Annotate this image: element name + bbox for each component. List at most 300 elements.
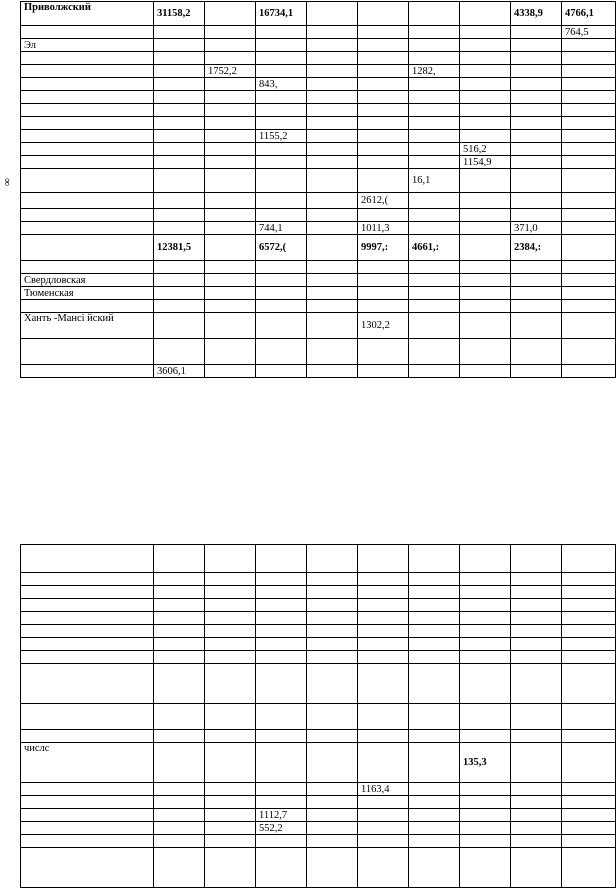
value-cell <box>154 78 205 91</box>
table-row <box>21 796 616 809</box>
row-label-cell <box>21 209 154 222</box>
value-cell <box>358 638 409 651</box>
value-cell <box>256 796 307 809</box>
value-cell <box>154 209 205 222</box>
row-label-cell <box>21 730 154 743</box>
value-cell: 1302,2 <box>358 313 409 339</box>
table-row <box>21 783 616 796</box>
table-row <box>21 209 616 222</box>
value-cell <box>205 783 256 796</box>
value-cell <box>307 835 358 848</box>
value-cell <box>460 52 511 65</box>
value-cell <box>562 586 616 599</box>
value-cell <box>409 130 460 143</box>
value-cell <box>307 274 358 287</box>
value-cell <box>460 651 511 664</box>
value-cell <box>511 664 562 704</box>
value-cell <box>154 26 205 39</box>
value-cell <box>409 612 460 625</box>
row-label-cell: Свердловская <box>21 274 154 287</box>
value-cell <box>154 835 205 848</box>
value-cell <box>511 783 562 796</box>
value-cell <box>562 835 616 848</box>
value-cell <box>358 261 409 274</box>
value-cell <box>409 261 460 274</box>
value-cell <box>256 52 307 65</box>
value-cell <box>205 625 256 638</box>
value-cell <box>307 586 358 599</box>
value-cell <box>460 65 511 78</box>
value-cell <box>562 300 616 313</box>
value-cell <box>358 39 409 52</box>
value-cell <box>511 143 562 156</box>
value-cell <box>256 26 307 39</box>
table-row <box>21 638 616 651</box>
value-cell <box>358 287 409 300</box>
value-cell <box>154 130 205 143</box>
value-cell <box>307 730 358 743</box>
value-cell <box>562 339 616 365</box>
value-cell <box>358 586 409 599</box>
value-cell <box>205 664 256 704</box>
value-cell <box>460 91 511 104</box>
row-label-cell <box>21 704 154 730</box>
value-cell <box>511 169 562 193</box>
value-cell <box>154 704 205 730</box>
value-cell <box>409 664 460 704</box>
value-cell: 16734,1 <box>256 2 307 26</box>
value-cell <box>205 193 256 209</box>
value-cell <box>358 848 409 888</box>
table-row <box>21 573 616 586</box>
row-label-cell <box>21 651 154 664</box>
value-cell <box>409 193 460 209</box>
row-label-cell <box>21 169 154 193</box>
value-cell <box>409 704 460 730</box>
row-label-cell: Приволжский <box>21 2 154 26</box>
value-cell <box>205 730 256 743</box>
value-cell <box>205 91 256 104</box>
value-cell <box>409 730 460 743</box>
value-cell <box>409 599 460 612</box>
value-cell <box>307 130 358 143</box>
value-cell <box>256 91 307 104</box>
value-cell <box>511 822 562 835</box>
value-cell <box>409 52 460 65</box>
value-cell <box>256 300 307 313</box>
row-label-cell <box>21 156 154 169</box>
value-cell <box>307 822 358 835</box>
value-cell: 371,0 <box>511 222 562 235</box>
value-cell <box>307 664 358 704</box>
value-cell <box>511 796 562 809</box>
value-cell <box>460 235 511 261</box>
value-cell <box>562 625 616 638</box>
value-cell <box>460 796 511 809</box>
value-cell <box>562 599 616 612</box>
table-row <box>21 730 616 743</box>
value-cell <box>154 573 205 586</box>
value-cell <box>256 117 307 130</box>
value-cell <box>409 2 460 26</box>
value-cell <box>511 193 562 209</box>
row-label-cell: Ханть -Мансі йский <box>21 313 154 339</box>
value-cell: 1112,7 <box>256 809 307 822</box>
value-cell <box>358 664 409 704</box>
value-cell <box>154 91 205 104</box>
value-cell <box>358 156 409 169</box>
row-label-cell <box>21 339 154 365</box>
row-label-cell <box>21 261 154 274</box>
value-cell <box>154 261 205 274</box>
value-cell <box>409 545 460 573</box>
value-cell <box>460 169 511 193</box>
value-cell: 516,2 <box>460 143 511 156</box>
value-cell <box>154 743 205 783</box>
value-cell <box>154 545 205 573</box>
table-row <box>21 835 616 848</box>
value-cell <box>409 796 460 809</box>
value-cell: 1752,2 <box>205 65 256 78</box>
value-cell <box>409 222 460 235</box>
value-cell <box>511 835 562 848</box>
value-cell <box>154 287 205 300</box>
table-row <box>21 78 616 91</box>
value-cell <box>307 235 358 261</box>
value-cell <box>409 586 460 599</box>
table-row <box>21 599 616 612</box>
value-cell: 4661,: <box>409 235 460 261</box>
value-cell <box>205 169 256 193</box>
table-row <box>21 612 616 625</box>
value-cell: 16,1 <box>409 169 460 193</box>
value-cell <box>358 339 409 365</box>
value-cell <box>256 274 307 287</box>
value-cell <box>154 193 205 209</box>
row-label-cell <box>21 222 154 235</box>
table-row <box>21 104 616 117</box>
value-cell <box>154 651 205 664</box>
value-cell <box>154 796 205 809</box>
value-cell <box>562 743 616 783</box>
table-row <box>21 261 616 274</box>
value-cell <box>256 143 307 156</box>
value-cell <box>511 39 562 52</box>
table-row <box>21 545 616 573</box>
value-cell <box>154 52 205 65</box>
row-label-cell <box>21 796 154 809</box>
table-row <box>21 39 616 52</box>
value-cell <box>154 783 205 796</box>
value-cell <box>358 599 409 612</box>
row-label-cell <box>21 130 154 143</box>
value-cell <box>562 104 616 117</box>
value-cell <box>307 117 358 130</box>
value-cell <box>256 586 307 599</box>
value-cell <box>307 783 358 796</box>
table-row <box>21 313 616 339</box>
value-cell <box>256 730 307 743</box>
value-cell <box>511 743 562 783</box>
value-cell <box>562 796 616 809</box>
table-row <box>21 2 616 26</box>
value-cell <box>205 339 256 365</box>
value-cell <box>562 52 616 65</box>
value-cell <box>358 300 409 313</box>
value-cell <box>511 287 562 300</box>
value-cell <box>511 651 562 664</box>
value-cell <box>256 65 307 78</box>
value-cell <box>460 339 511 365</box>
value-cell <box>307 809 358 822</box>
row-label-cell <box>21 365 154 378</box>
value-cell: 2612,( <box>358 193 409 209</box>
value-cell <box>358 26 409 39</box>
value-cell <box>154 39 205 52</box>
regional-data-table-2 <box>20 544 616 888</box>
value-cell <box>256 638 307 651</box>
value-cell <box>460 545 511 573</box>
value-cell <box>460 848 511 888</box>
table-row <box>21 365 616 378</box>
value-cell <box>205 209 256 222</box>
value-cell <box>307 651 358 664</box>
value-cell <box>205 586 256 599</box>
value-cell <box>154 822 205 835</box>
table-row <box>21 704 616 730</box>
value-cell <box>154 274 205 287</box>
row-label-cell <box>21 78 154 91</box>
value-cell <box>205 2 256 26</box>
table-row <box>21 822 616 835</box>
value-cell <box>409 313 460 339</box>
value-cell <box>154 117 205 130</box>
value-cell <box>205 39 256 52</box>
value-cell <box>511 730 562 743</box>
value-cell <box>562 313 616 339</box>
value-cell <box>511 117 562 130</box>
value-cell <box>562 638 616 651</box>
value-cell <box>409 365 460 378</box>
value-cell <box>256 193 307 209</box>
table-row <box>21 339 616 365</box>
value-cell <box>358 2 409 26</box>
value-cell <box>562 730 616 743</box>
table-row <box>21 235 616 261</box>
value-cell <box>460 730 511 743</box>
value-cell <box>358 117 409 130</box>
value-cell <box>358 743 409 783</box>
value-cell <box>154 730 205 743</box>
table-row <box>21 169 616 193</box>
value-cell <box>562 783 616 796</box>
value-cell <box>307 300 358 313</box>
row-label-cell: Эл <box>21 39 154 52</box>
value-cell <box>307 638 358 651</box>
row-label-cell <box>21 835 154 848</box>
value-cell <box>460 638 511 651</box>
side-margin-mark: ∞ <box>0 178 13 186</box>
value-cell <box>256 704 307 730</box>
value-cell <box>358 91 409 104</box>
value-cell <box>358 545 409 573</box>
value-cell <box>307 156 358 169</box>
value-cell: 552,2 <box>256 822 307 835</box>
value-cell <box>460 39 511 52</box>
table-row <box>21 300 616 313</box>
value-cell <box>460 822 511 835</box>
value-cell <box>511 809 562 822</box>
value-cell <box>154 222 205 235</box>
value-cell <box>511 704 562 730</box>
table-row <box>21 287 616 300</box>
value-cell <box>154 143 205 156</box>
value-cell <box>409 638 460 651</box>
value-cell <box>154 104 205 117</box>
value-cell <box>256 664 307 704</box>
value-cell <box>307 222 358 235</box>
value-cell: 4338,9 <box>511 2 562 26</box>
value-cell <box>562 39 616 52</box>
row-label-cell <box>21 822 154 835</box>
row-label-cell <box>21 612 154 625</box>
value-cell <box>154 848 205 888</box>
row-label-cell <box>21 91 154 104</box>
value-cell <box>562 117 616 130</box>
table-row <box>21 274 616 287</box>
value-cell <box>205 612 256 625</box>
value-cell <box>154 664 205 704</box>
value-cell <box>460 573 511 586</box>
table-row <box>21 193 616 209</box>
table-row <box>21 586 616 599</box>
value-cell <box>409 300 460 313</box>
value-cell: 1154,9 <box>460 156 511 169</box>
value-cell <box>358 274 409 287</box>
value-cell <box>460 261 511 274</box>
value-cell: 843, <box>256 78 307 91</box>
value-cell <box>409 809 460 822</box>
value-cell <box>511 104 562 117</box>
row-label-cell: Тюменская <box>21 287 154 300</box>
row-label-cell <box>21 193 154 209</box>
value-cell <box>511 26 562 39</box>
value-cell <box>205 573 256 586</box>
value-cell <box>562 130 616 143</box>
row-label-cell <box>21 52 154 65</box>
value-cell <box>205 117 256 130</box>
value-cell: 1011,3 <box>358 222 409 235</box>
value-cell <box>154 612 205 625</box>
row-label-cell <box>21 848 154 888</box>
regional-data-table-1 <box>20 1 616 378</box>
value-cell <box>409 156 460 169</box>
table-row <box>21 143 616 156</box>
value-cell <box>460 313 511 339</box>
value-cell <box>460 193 511 209</box>
value-cell <box>460 365 511 378</box>
value-cell <box>154 625 205 638</box>
value-cell <box>307 39 358 52</box>
value-cell <box>205 104 256 117</box>
value-cell <box>460 300 511 313</box>
value-cell <box>511 573 562 586</box>
value-cell <box>409 848 460 888</box>
row-label-cell <box>21 625 154 638</box>
value-cell <box>205 835 256 848</box>
value-cell <box>307 169 358 193</box>
value-cell <box>154 65 205 78</box>
value-cell <box>307 365 358 378</box>
row-label-cell <box>21 65 154 78</box>
value-cell <box>409 26 460 39</box>
value-cell <box>205 599 256 612</box>
table-row <box>21 664 616 704</box>
value-cell <box>307 573 358 586</box>
value-cell <box>511 339 562 365</box>
value-cell <box>205 261 256 274</box>
value-cell <box>256 313 307 339</box>
value-cell <box>205 222 256 235</box>
value-cell <box>154 300 205 313</box>
value-cell <box>511 638 562 651</box>
row-label-cell: числс <box>21 743 154 783</box>
value-cell <box>460 274 511 287</box>
value-cell <box>511 848 562 888</box>
value-cell <box>358 651 409 664</box>
value-cell <box>562 78 616 91</box>
value-cell <box>307 65 358 78</box>
value-cell <box>460 130 511 143</box>
value-cell <box>358 730 409 743</box>
value-cell <box>205 143 256 156</box>
value-cell <box>256 156 307 169</box>
row-label-cell <box>21 573 154 586</box>
value-cell <box>307 704 358 730</box>
value-cell <box>358 822 409 835</box>
value-cell <box>154 313 205 339</box>
value-cell <box>511 65 562 78</box>
value-cell <box>358 809 409 822</box>
value-cell <box>205 274 256 287</box>
value-cell <box>460 612 511 625</box>
value-cell <box>511 261 562 274</box>
value-cell <box>358 52 409 65</box>
value-cell <box>307 26 358 39</box>
value-cell <box>307 599 358 612</box>
value-cell: 9997,: <box>358 235 409 261</box>
value-cell <box>358 796 409 809</box>
value-cell <box>205 638 256 651</box>
value-cell <box>460 104 511 117</box>
table-row <box>21 26 616 39</box>
value-cell <box>358 625 409 638</box>
row-label-cell <box>21 664 154 704</box>
value-cell <box>358 704 409 730</box>
value-cell <box>256 169 307 193</box>
table-row <box>21 809 616 822</box>
value-cell <box>256 835 307 848</box>
value-cell <box>409 822 460 835</box>
value-cell <box>358 130 409 143</box>
value-cell <box>154 599 205 612</box>
value-cell <box>256 545 307 573</box>
value-cell <box>256 625 307 638</box>
value-cell <box>409 339 460 365</box>
value-cell <box>358 143 409 156</box>
value-cell: 1163,4 <box>358 783 409 796</box>
value-cell <box>307 287 358 300</box>
